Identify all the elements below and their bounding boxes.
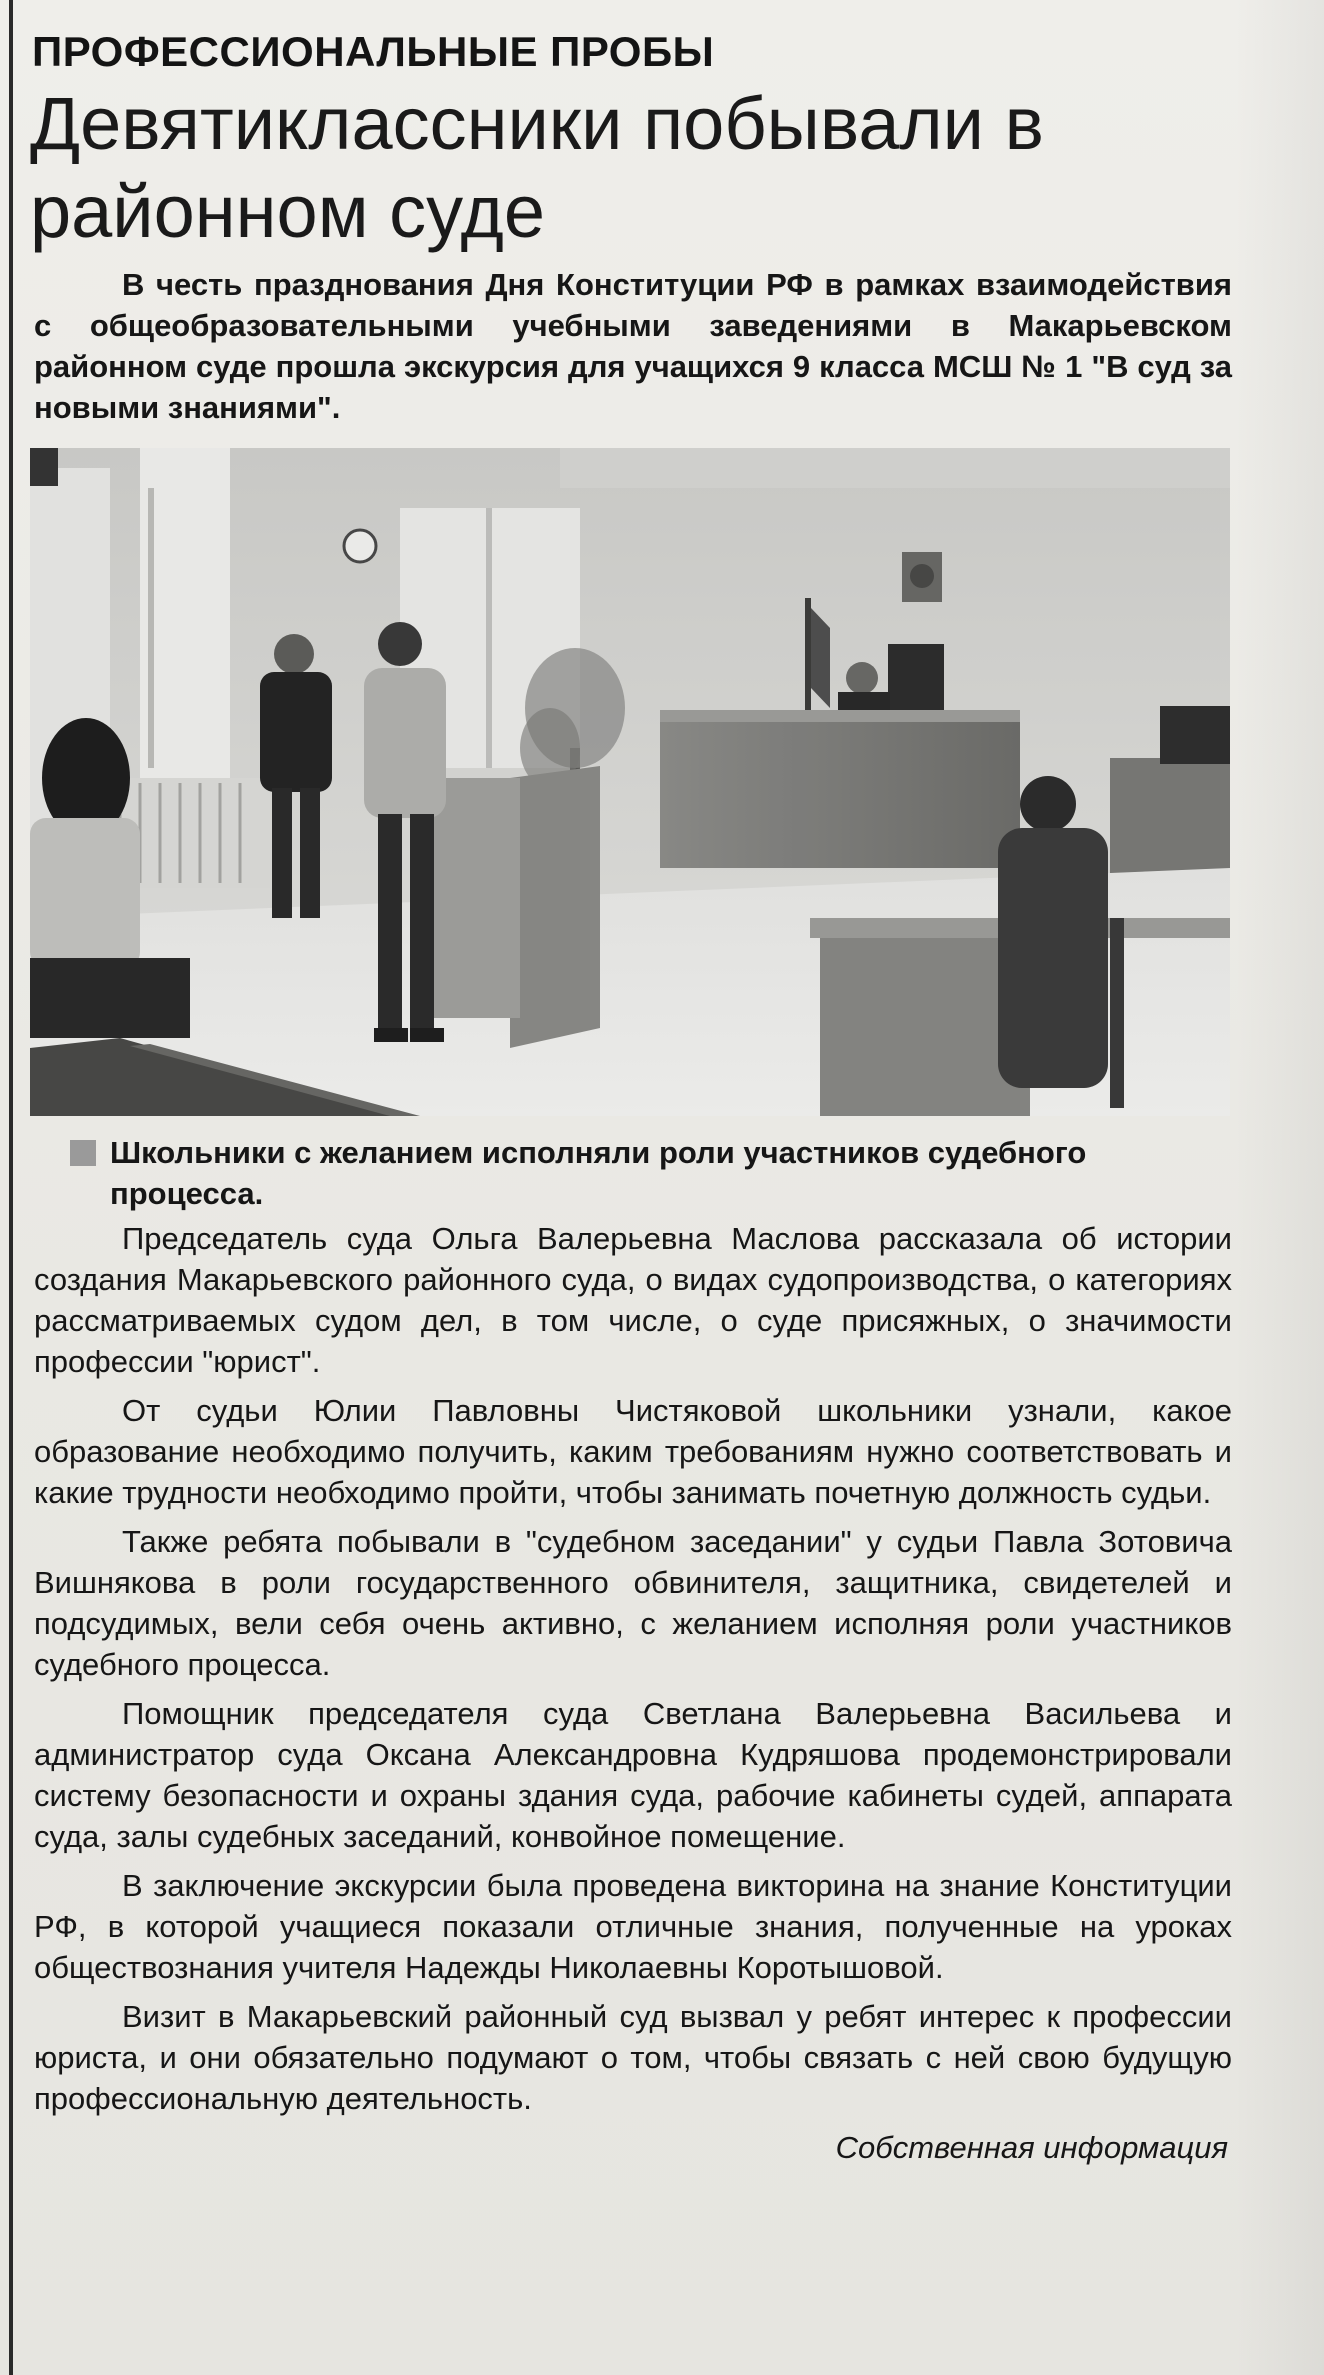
paragraph-5: В заключение экскурсии была проведена викторина на знание Конституции РФ, в которой учащиеся показали отличные знания, полученные на уроках обществознания учителя Надежды Николаевны Коротышовой. <box>34 1868 1232 1985</box>
adjacent-column-bleed <box>1235 0 1324 2375</box>
lead-paragraph: В честь празднования Дня Конституции РФ в рамках взаимодействия с общеобразовательными учебными заведениями в Макарьевском районном суде прошла экскурсия для учащихся 9 класса МСШ № 1 "В суд за новыми знаниями". <box>34 267 1232 425</box>
column-rule <box>9 0 13 2375</box>
caption-text: Школьники с желанием исполняли роли участников судебного процесса. <box>110 1135 1087 1211</box>
paragraph-3: Также ребята побывали в "судебном заседании" у судьи Павла Зотовича Вишнякова в роли государственного обвинителя, защитника, свидетелей и подсудимых, вели себя очень активно, с желанием исполняя роли участников судебного процесса. <box>34 1524 1232 1682</box>
article-body <box>30 1218 1230 2119</box>
source-line: Собственная информация <box>835 2130 1228 2165</box>
courtroom-photo-illustration <box>30 448 1230 1116</box>
headline: Девятиклассники побывали в районном суде <box>30 82 1044 253</box>
paragraph-2: От судьи Юлии Павловны Чистяковой школьники узнали, какое образование необходимо получить, каким требованиям нужно соответствовать и какие трудности необходимо пройти, чтобы занимать почетную должность судьи. <box>34 1393 1232 1510</box>
photo-caption <box>70 1132 1230 1214</box>
rubric: ПРОФЕССИОНАЛЬНЫЕ ПРОБЫ <box>32 28 715 75</box>
paragraph-4: Помощник председателя суда Светлана Валерьевна Васильева и администратор суда Оксана Александровна Кудряшова продемонстрировали систему безопасности и охраны здания суда, рабочие кабинеты судей, аппарата суда, залы судебных заседаний, конвойное помещение. <box>34 1696 1232 1854</box>
courtroom-photo <box>30 448 1230 1116</box>
caption-marker <box>70 1140 96 1166</box>
article <box>30 28 1230 2168</box>
paragraph-1: Председатель суда Ольга Валерьевна Маслова рассказала об истории создания Макарьевского районного суда, о видах судопроизводства, о категориях рассматриваемых судом дел, в том числе, о суде присяжных, о значимости профессии "юрист". <box>34 1221 1232 1379</box>
paragraph-6: Визит в Макарьевский районный суд вызвал у ребят интерес к профессии юриста, и они обязательно подумают о том, чтобы связать с ней свою будущую профессиональную деятельность. <box>34 1999 1232 2116</box>
